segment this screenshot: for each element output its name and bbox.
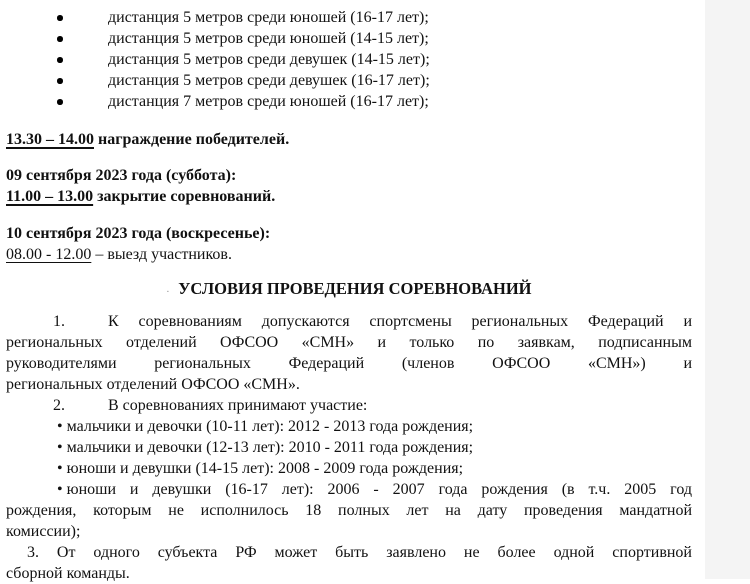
age-group-list — [6, 416, 692, 542]
paragraph-line: комиссии); — [6, 523, 81, 540]
list-item-text: дистанция 5 метров среди юношей (16-17 лет); — [108, 9, 429, 26]
heading-prefix-dot: . — [166, 283, 170, 295]
paragraph-line: 3. От одного субъекта РФ может быть заявлено не более одной спортивной — [27, 544, 692, 561]
list-item — [6, 28, 692, 49]
conditions-item-3 — [6, 542, 692, 584]
list-item — [6, 458, 692, 479]
distance-list — [6, 7, 692, 112]
paragraph-line: рождения, которым не исполнилось 18 полных лет на дату проведения мандатной — [6, 502, 692, 519]
paragraph-line — [6, 311, 692, 332]
awards-label: награждение победителей. — [94, 131, 290, 148]
list-item-text: дистанция 7 метров среди юношей (16-17 лет); — [108, 93, 429, 110]
list-item-text: юноши и девушки (14-15 лет): 2008 - 2009 года рождения; — [66, 460, 464, 477]
section-heading — [6, 278, 692, 300]
paragraph-line: региональных отделений ОФСОО «СМН». — [6, 376, 300, 393]
bullet-icon — [57, 78, 63, 84]
paragraph-line: региональных отделений ОФСОО «СМН» и только по заявкам, подписанным — [6, 334, 692, 351]
paragraph-line — [6, 479, 692, 500]
schedule-day2 — [6, 223, 692, 265]
page-right-gutter — [705, 0, 750, 579]
item-number: 2. — [53, 397, 65, 414]
day1-date: 09 сентября 2023 года (суббота): — [6, 167, 237, 184]
bullet-icon: • — [57, 481, 63, 498]
list-item-text: дистанция 5 метров среди девушек (14-15 лет); — [108, 51, 430, 68]
day2-date: 10 сентября 2023 года (воскресенье): — [6, 225, 271, 242]
list-item — [6, 7, 692, 28]
list-item — [6, 70, 692, 91]
list-item-text: мальчики и девочки (10-11 лет): 2012 - 2013 года рождения; — [66, 418, 474, 435]
day2-event — [6, 244, 692, 265]
list-item — [6, 416, 692, 437]
day2-label: – выезд участников. — [91, 246, 232, 263]
bullet-icon: • — [57, 460, 63, 477]
day1-label: закрытие соревнований. — [93, 188, 276, 205]
bullet-icon — [57, 99, 63, 105]
paragraph-line: сборной команды. — [6, 565, 130, 582]
item-number: 1. — [53, 313, 65, 330]
schedule-day1 — [6, 165, 692, 207]
list-item — [6, 437, 692, 458]
bullet-icon: • — [57, 418, 63, 435]
paragraph-text: К соревнованиям допускаются спортсмены региональных Федераций и — [108, 313, 692, 330]
section-heading-text: УСЛОВИЯ ПРОВЕДЕНИЯ СОРЕВНОВАНИЙ — [178, 279, 532, 298]
list-item — [6, 91, 692, 112]
conditions-item-2 — [6, 395, 692, 416]
bullet-icon — [57, 15, 63, 21]
list-item-text: дистанция 5 метров среди девушек (16-17 лет); — [108, 72, 430, 89]
day1-event — [6, 186, 692, 207]
day2-time-range: 08.00 - 12.00 — [6, 246, 92, 263]
list-item-text: юноши и девушки (16-17 лет): 2006 - 2007 года рождения (в т.ч. 2005 год — [66, 481, 692, 498]
day1-time-range: 11.00 – 13.00 — [6, 188, 94, 205]
list-item — [6, 479, 692, 542]
awards-time-range: 13.30 – 14.00 — [6, 131, 94, 148]
awards-line — [6, 129, 692, 150]
conditions-item-1 — [6, 311, 692, 395]
list-item — [6, 49, 692, 70]
paragraph-line: руководителями региональных Федераций (членов ОФСОО «СМН») и — [6, 355, 692, 372]
list-item-text: дистанция 5 метров среди юношей (14-15 лет); — [108, 30, 429, 47]
bullet-icon — [57, 57, 63, 63]
bullet-icon — [57, 36, 63, 42]
list-item-text: мальчики и девочки (12-13 лет): 2010 - 2011 года рождения; — [66, 439, 474, 456]
bullet-icon: • — [57, 439, 63, 456]
paragraph-text: В соревнованиях принимают участие: — [108, 397, 368, 414]
